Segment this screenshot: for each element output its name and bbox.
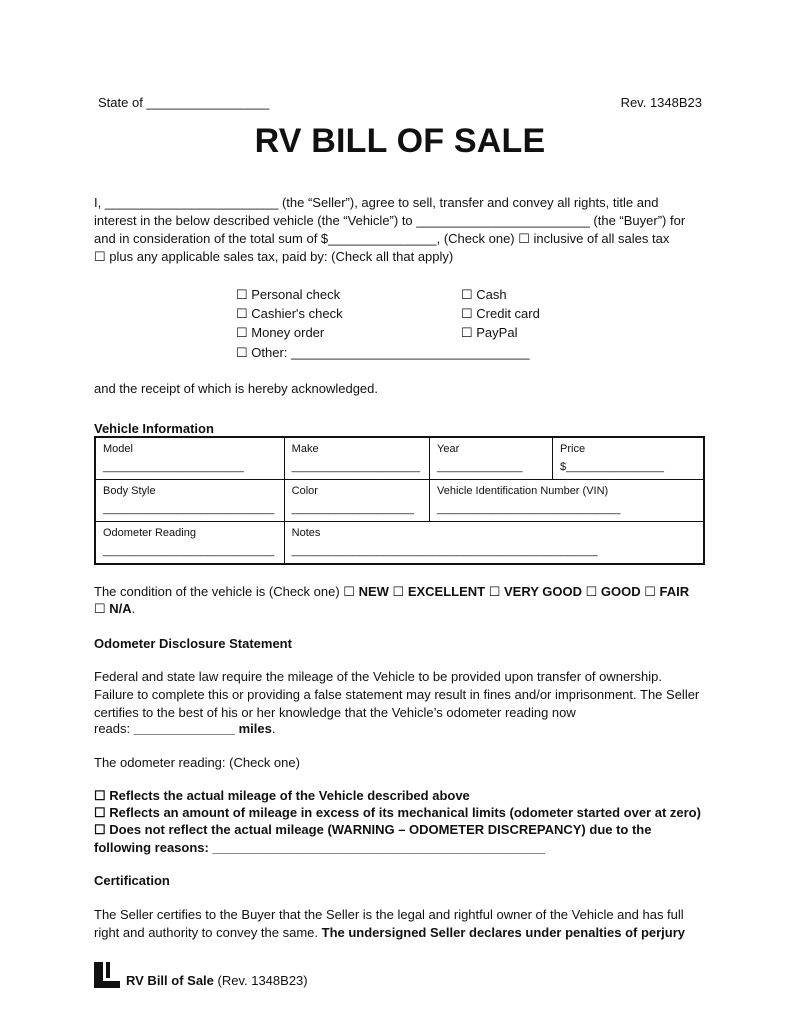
notes-cell[interactable] <box>284 522 704 565</box>
price-field[interactable]: $________________ <box>560 461 665 473</box>
vin-field[interactable]: ______________________________ <box>437 503 621 515</box>
condition-new[interactable]: NEW <box>358 584 389 599</box>
odometer-cell[interactable] <box>95 522 284 565</box>
color-cell[interactable] <box>284 480 429 522</box>
payment-other[interactable]: ☐ Other: _________________________________ <box>236 345 530 360</box>
odometer-paragraph-2: Failure to complete this or providing a false statement may result in fines and/or imprisonment. The Seller <box>94 687 700 702</box>
intro-line-4: ☐ plus any applicable sales tax, paid by: (Check all that apply) <box>94 249 454 264</box>
brand-logo-icon <box>94 962 120 988</box>
odometer-miles-field[interactable]: ______________ miles <box>133 721 272 736</box>
condition-sep-3: ☐ <box>582 584 601 599</box>
year-field[interactable]: ______________ <box>437 461 523 473</box>
make-label: Make <box>291 443 319 455</box>
condition-good[interactable]: GOOD <box>600 584 641 599</box>
vin-label: Vehicle Identification Number (VIN) <box>437 485 609 497</box>
state-line: State of _________________ <box>98 95 270 110</box>
intro-line-1: I, ________________________ (the “Seller”), agree to sell, transfer and convey all rights, title and <box>94 195 659 210</box>
odometer-label: Odometer Reading <box>103 527 196 539</box>
certification-line-2-plain: right and authority to convey the same. <box>94 925 322 940</box>
revision-number: Rev. 1348B23 <box>620 95 702 110</box>
payment-personal-check[interactable]: ☐ Personal check <box>236 287 341 302</box>
footer-rev: (Rev. 1348B23) <box>213 973 308 988</box>
body-style-field[interactable]: ____________________________ <box>103 503 275 515</box>
vehicle-info-table <box>94 436 705 565</box>
condition-fair[interactable]: FAIR <box>659 584 690 599</box>
intro-line-3: and in consideration of the total sum of $_______________, (Check one) ☐ inclusive of all sales tax <box>94 231 670 246</box>
make-field[interactable]: _____________________ <box>291 461 421 473</box>
odometer-field[interactable]: ____________________________ <box>103 545 275 557</box>
odometer-option-actual[interactable]: ☐ Reflects the actual mileage of the Vehicle described above <box>94 788 470 803</box>
odometer-option-not-actual[interactable]: ☐ Does not reflect the actual mileage (WARNING – ODOMETER DISCREPANCY) due to the <box>94 822 652 837</box>
odometer-disclosure-heading: Odometer Disclosure Statement <box>94 636 292 651</box>
footer-doc-label <box>126 973 308 988</box>
year-cell[interactable] <box>430 437 553 480</box>
model-label: Model <box>103 443 133 455</box>
odometer-paragraph-1: Federal and state law require the mileage of the Vehicle to be provided upon transfer of ownership. <box>94 669 663 684</box>
certification-heading: Certification <box>94 873 170 888</box>
color-label: Color <box>291 485 318 497</box>
condition-sep-1: ☐ <box>388 584 408 599</box>
color-field[interactable]: ____________________ <box>291 503 415 515</box>
condition-line-2 <box>94 600 135 618</box>
notes-label: Notes <box>291 527 321 539</box>
certification-line-1: The Seller certifies to the Buyer that the Seller is the legal and rightful owner of the Vehicle and has full <box>94 907 684 922</box>
condition-sep-4: ☐ <box>640 584 660 599</box>
vehicle-info-heading: Vehicle Information <box>94 421 214 436</box>
document-title: RV BILL OF SALE <box>254 122 546 160</box>
payment-money-order[interactable]: ☐ Money order <box>236 325 325 340</box>
vin-cell[interactable] <box>430 480 705 522</box>
body-style-label: Body Style <box>103 485 156 497</box>
make-cell[interactable] <box>284 437 429 480</box>
payment-cashiers-check[interactable]: ☐ Cashier's check <box>236 306 343 321</box>
condition-sep-2: ☐ <box>485 584 504 599</box>
odometer-reads-prefix: reads: <box>94 721 134 736</box>
intro-line-2: interest in the below described vehicle (the “Vehicle”) to ________________________ (the “Buyer”) for <box>94 213 686 228</box>
price-label: Price <box>560 443 586 455</box>
certification-line-2-bold: The undersigned Seller declares under penalties of perjury <box>321 925 686 940</box>
footer-doc-name: RV Bill of Sale <box>126 973 214 988</box>
payment-cash[interactable]: ☐ Cash <box>461 287 507 302</box>
odometer-option-excess[interactable]: ☐ Reflects an amount of mileage in excess of its mechanical limits (odometer started over at zero) <box>94 805 701 820</box>
certification-line-2 <box>94 924 685 942</box>
condition-very-good[interactable]: VERY GOOD <box>504 584 583 599</box>
odometer-check-label: The odometer reading: (Check one) <box>94 755 300 770</box>
model-field[interactable]: _______________________ <box>103 461 244 473</box>
odometer-reads-suffix: . <box>271 721 276 736</box>
payment-paypal[interactable]: ☐ PayPal <box>461 325 518 340</box>
condition-na[interactable]: N/A <box>109 601 132 616</box>
payment-credit-card[interactable]: ☐ Credit card <box>461 306 540 321</box>
notes-field[interactable]: __________________________________________________ <box>291 545 598 557</box>
condition-na-box: ☐ <box>94 601 110 616</box>
condition-prefix: The condition of the vehicle is (Check one) ☐ <box>94 584 359 599</box>
receipt-acknowledged: and the receipt of which is hereby acknowledged. <box>94 381 379 396</box>
odometer-reads-line <box>94 720 275 738</box>
odometer-reasons-field[interactable]: following reasons: ______________________________________________ <box>94 840 546 855</box>
condition-excellent[interactable]: EXCELLENT <box>407 584 486 599</box>
odometer-paragraph-3: certifies to the best of his or her knowledge that the Vehicle’s odometer reading now <box>94 705 576 720</box>
model-cell[interactable] <box>95 437 284 480</box>
condition-line <box>94 583 689 601</box>
year-label: Year <box>437 443 460 455</box>
price-cell[interactable] <box>553 437 705 480</box>
body-style-cell[interactable] <box>95 480 284 522</box>
condition-period: . <box>131 601 136 616</box>
